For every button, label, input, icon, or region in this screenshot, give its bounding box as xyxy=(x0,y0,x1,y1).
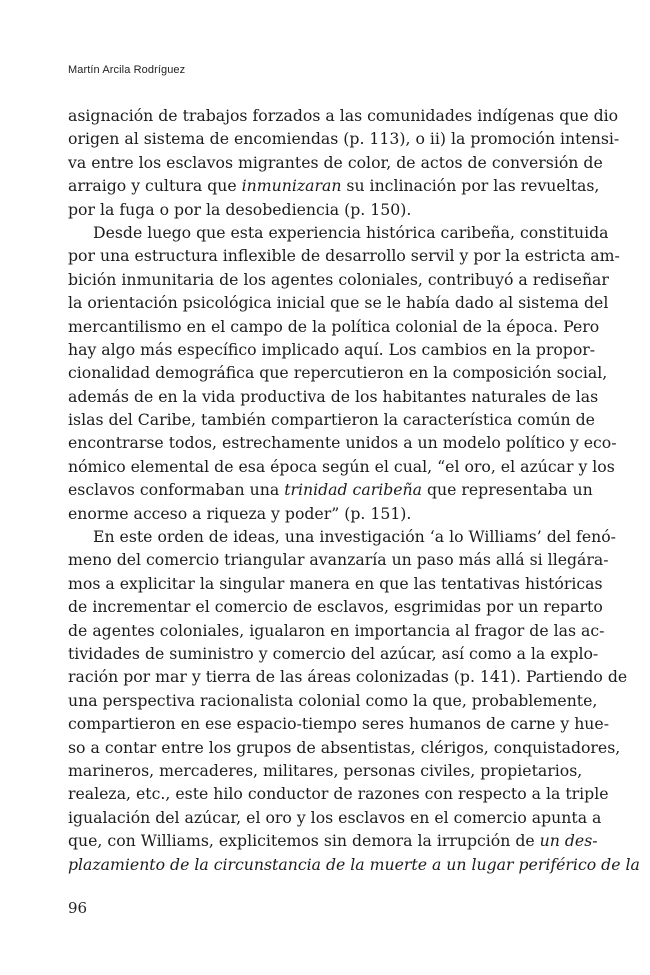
text-line: marineros, mercaderes, militares, personas civiles, propietarios, xyxy=(68,760,583,780)
text-line: asignación de trabajos forzados a las comunidades indígenas que dio xyxy=(68,106,619,125)
text-line: mos a explicitar la singular manera en que las tentativas históricas xyxy=(68,573,603,593)
italic-term: trinidad caribeña xyxy=(284,480,422,500)
italic-term: un des- xyxy=(539,831,598,851)
text-line: hay algo más específico implicado aquí. Los cambios en la propor- xyxy=(68,339,596,359)
text-line: tividades de suministro y comercio del azúcar, así como a la explo- xyxy=(68,643,599,663)
text-line: islas del Caribe, también compartieron la característica común de xyxy=(68,410,595,430)
text-segment: esclavos conformaban una xyxy=(68,480,285,500)
text-line: meno del comercio triangular avanzaría un paso más allá si llegára- xyxy=(68,550,609,570)
text-segment: arraigo y cultura que xyxy=(68,176,242,196)
text-line: de agentes coloniales, igualaron en importancia al fragor de las ac- xyxy=(68,620,605,640)
text-line: bición inmunitaria de los agentes coloniales, contribuyó a rediseñar xyxy=(68,269,609,289)
text-line: una perspectiva racionalista colonial como la que, probablemente, xyxy=(68,690,598,710)
italic-term: inmunizaran xyxy=(241,176,342,196)
text-line: nómico elemental de esa época según el cual, “el oro, el azúcar y los xyxy=(68,456,615,476)
text-segment: que representaba un xyxy=(422,480,593,500)
text-line: la orientación psicológica inicial que se le había dado al sistema del xyxy=(68,293,609,313)
text-line: de incrementar el comercio de esclavos, esgrimidas por un reparto xyxy=(68,597,603,617)
text-line: so a contar entre los grupos de absentistas, clérigos, conquistadores, xyxy=(68,737,621,757)
page-number: 96 xyxy=(68,899,88,917)
text-line: compartieron en ese espacio-tiempo seres humanos de carne y hue- xyxy=(68,714,609,734)
paragraph-first-line: En este orden de ideas, una investigación ‘a lo Williams’ del fenó- xyxy=(93,527,616,547)
text-line: igualación del azúcar, el oro y los esclavos en el comercio apunta a xyxy=(68,807,602,827)
text-segment: que, con Williams, explicitemos sin demora la irrupción de xyxy=(68,831,540,851)
text-line xyxy=(68,174,600,197)
text-line: por una estructura inflexible de desarrollo servil y por la estricta am- xyxy=(68,246,620,266)
running-head-author: Martín Arcila Rodríguez xyxy=(68,64,186,76)
text-line: va entre los esclavos migrantes de color, de actos de conversión de xyxy=(68,152,603,172)
text-segment: su inclinación por las revueltas, xyxy=(341,176,600,196)
body-text xyxy=(68,104,640,876)
text-line: además de en la vida productiva de los habitantes naturales de las xyxy=(68,386,599,406)
text-line: plazamiento de la circunstancia de la muerte a un lugar periférico de la xyxy=(68,854,640,874)
text-line: por la fuga o por la desobediencia (p. 150). xyxy=(68,199,412,219)
text-line xyxy=(68,478,593,501)
text-line: realeza, etc., este hilo conductor de razones con respecto a la triple xyxy=(68,784,609,804)
text-line xyxy=(68,829,598,852)
paragraph-first-line: Desde luego que esta experiencia histórica caribeña, constituida xyxy=(93,222,609,242)
text-line: enorme acceso a riqueza y poder” (p. 151). xyxy=(68,503,412,523)
text-line: encontrarse todos, estrechamente unidos a un modelo político y eco- xyxy=(68,433,617,453)
text-line: cionalidad demográfica que repercutieron en la composición social, xyxy=(68,363,608,383)
text-line: origen al sistema de encomiendas (p. 113), o ii) la promoción intensi- xyxy=(68,129,620,149)
text-line: mercantilismo en el campo de la política colonial de la época. Pero xyxy=(68,316,600,336)
text-line: ración por mar y tierra de las áreas colonizadas (p. 141). Partiendo de xyxy=(68,667,628,687)
